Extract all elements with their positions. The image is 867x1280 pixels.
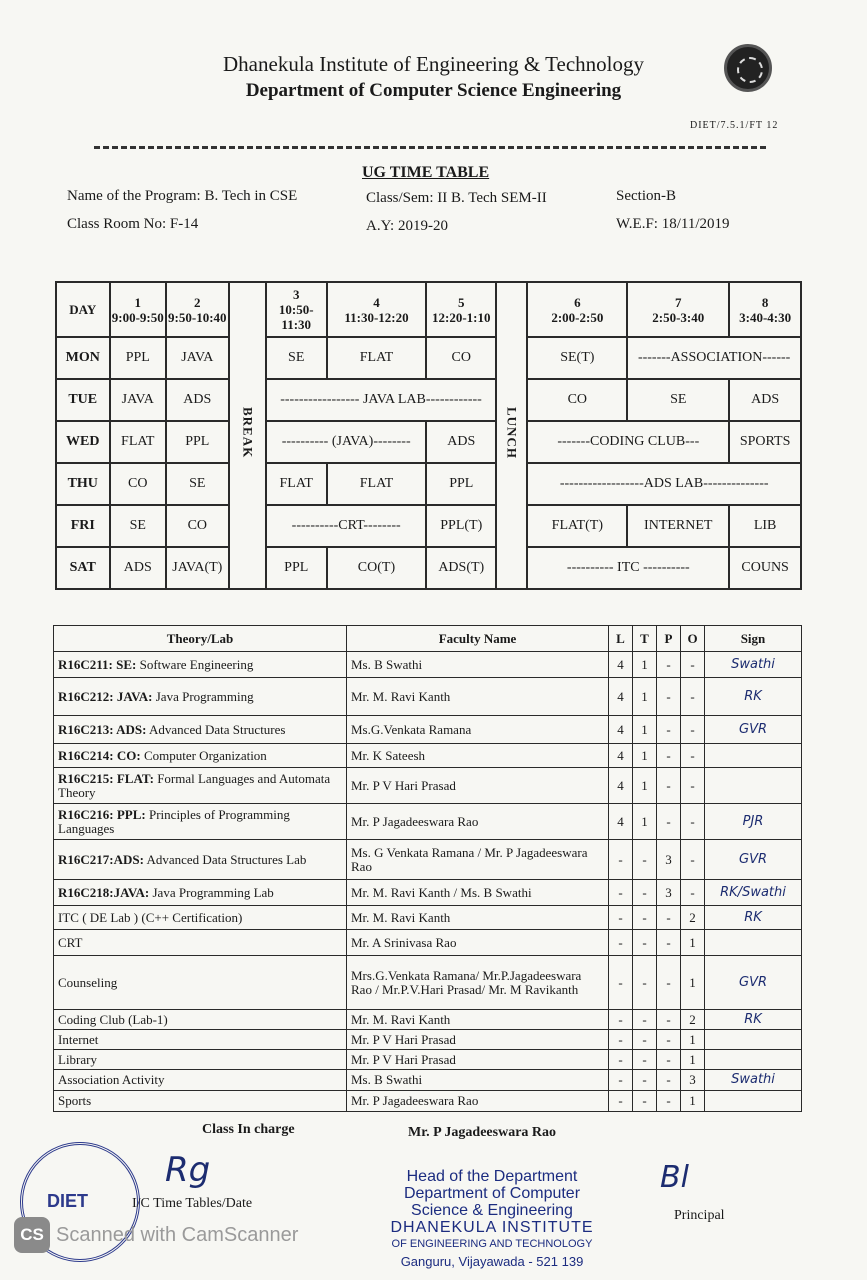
faculty-name: Mr. P V Hari Prasad — [347, 1050, 609, 1070]
signature — [705, 1091, 802, 1112]
period-number: 7 — [675, 294, 682, 310]
day-label: FRI — [56, 505, 110, 547]
divider — [94, 146, 766, 149]
course-name: Internet — [58, 1031, 99, 1047]
faculty-name: Ms.G.Venkata Ramana — [347, 716, 609, 744]
break-label: BREAK — [240, 407, 256, 459]
period-time: 12:20-1:10 — [432, 309, 491, 325]
slot: SPORTS — [729, 421, 801, 463]
p-header: P — [657, 626, 681, 652]
course-name: Counseling — [58, 974, 118, 990]
l-value: - — [609, 1030, 633, 1050]
faculty-name: Mr. M. Ravi Kanth — [347, 1010, 609, 1030]
lunch-label: LUNCH — [504, 407, 520, 459]
slot: FLAT — [266, 463, 327, 505]
slot: ---------- (JAVA)-------- — [266, 421, 427, 463]
table-row — [54, 1030, 802, 1050]
p-value: - — [657, 744, 681, 768]
faculty-name: Mr. P V Hari Prasad — [347, 1030, 609, 1050]
course-name: Principles of Programming Languages — [58, 806, 290, 836]
table-row — [54, 1010, 802, 1030]
o-value: 1 — [681, 1050, 705, 1070]
period-number: 5 — [458, 294, 465, 310]
table-row — [54, 1091, 802, 1112]
faculty-name: Mrs.G.Venkata Ramana/ Mr.P.Jagadeeswara Rao / Mr.P.V.Hari Prasad/ Mr. M Ravikanth — [347, 956, 609, 1010]
faculty-name: Mr. M. Ravi Kanth — [347, 906, 609, 930]
class-incharge-name: Mr. P Jagadeeswara Rao — [408, 1125, 557, 1140]
t-value: - — [633, 1050, 657, 1070]
period-time: 9:50-10:40 — [168, 309, 227, 325]
course-name: Advanced Data Structures Lab — [143, 851, 307, 867]
p-value: - — [657, 956, 681, 1010]
table-row — [54, 678, 802, 716]
slot: PPL — [166, 421, 229, 463]
slot: JAVA — [110, 379, 167, 421]
p-value: - — [657, 678, 681, 716]
course-name: Software Engineering — [136, 656, 254, 672]
signature: GVR — [705, 956, 802, 1010]
row-thu — [56, 463, 801, 505]
l-value: - — [609, 1091, 633, 1112]
slot: -------CODING CLUB--- — [527, 421, 729, 463]
period-time: 2:50-3:40 — [652, 309, 705, 325]
o-value: - — [681, 678, 705, 716]
t-value: 1 — [633, 652, 657, 678]
slot: -------ASSOCIATION------ — [627, 337, 801, 379]
table-row — [54, 906, 802, 930]
academic-year: A.Y: 2019-20 — [366, 218, 448, 234]
slot: JAVA — [166, 337, 229, 379]
p-value: - — [657, 804, 681, 840]
l-value: - — [609, 956, 633, 1010]
l-value: - — [609, 1010, 633, 1030]
l-value: - — [609, 840, 633, 880]
t-value: 1 — [633, 744, 657, 768]
table-row — [54, 804, 802, 840]
period-time: 2:00-2:50 — [551, 309, 604, 325]
slot: ADS — [426, 421, 496, 463]
o-value: - — [681, 880, 705, 906]
period-number: 2 — [194, 294, 201, 310]
sign-header: Sign — [705, 626, 802, 652]
t-header: T — [633, 626, 657, 652]
principal-label: Principal — [674, 1208, 725, 1223]
signature: GVR — [705, 716, 802, 744]
course-name: Java Programming — [152, 688, 254, 704]
signature: PJR — [705, 804, 802, 840]
t-value: - — [633, 1070, 657, 1091]
course-name: Formal Languages and Automata Theory — [58, 770, 331, 800]
period-number: 4 — [373, 294, 380, 310]
period-header — [729, 282, 801, 337]
document-code: DIET/7.5.1/FT 12 — [690, 120, 779, 131]
l-value: 4 — [609, 768, 633, 804]
hod-line: OF ENGINEERING AND TECHNOLOGY — [391, 1238, 593, 1250]
p-value: 3 — [657, 840, 681, 880]
t-value: 1 — [633, 768, 657, 804]
slot: ADS — [110, 547, 167, 589]
hod-line: Head of the Department — [406, 1168, 578, 1185]
course-name: Coding Club (Lab-1) — [58, 1011, 168, 1027]
period-time: 11:30-12:20 — [344, 309, 409, 325]
slot: FLAT — [327, 337, 427, 379]
faculty-name: Mr. M. Ravi Kanth / Ms. B Swathi — [347, 880, 609, 906]
signature: Swathi — [705, 652, 802, 678]
wef-date: W.E.F: 18/11/2019 — [616, 216, 730, 232]
faculty-header: Faculty Name — [347, 626, 609, 652]
slot: CO — [527, 379, 627, 421]
slot: ----------CRT-------- — [266, 505, 427, 547]
o-value: - — [681, 768, 705, 804]
p-value: - — [657, 768, 681, 804]
period-header — [110, 282, 167, 337]
day-label: MON — [56, 337, 110, 379]
day-label: SAT — [56, 547, 110, 589]
break-column — [229, 282, 266, 589]
slot: CO — [166, 505, 229, 547]
slot: PPL — [426, 463, 496, 505]
l-value: - — [609, 880, 633, 906]
p-value: - — [657, 930, 681, 956]
course-code: R16C211: SE: — [58, 656, 137, 672]
hod-line: Ganguru, Vijayawada - 521 139 — [400, 1254, 584, 1269]
p-value: - — [657, 1010, 681, 1030]
l-value: 4 — [609, 744, 633, 768]
o-value: 3 — [681, 1070, 705, 1091]
slot: PPL — [110, 337, 167, 379]
slot: LIB — [729, 505, 801, 547]
l-value: 4 — [609, 678, 633, 716]
period-header — [426, 282, 496, 337]
signature — [705, 1030, 802, 1050]
course-code: R16C213: ADS: — [58, 721, 147, 737]
course-code: R16C214: CO: — [58, 747, 141, 763]
faculty-name: Mr. P Jagadeeswara Rao — [347, 1091, 609, 1112]
table-row — [54, 1070, 802, 1091]
t-value: 1 — [633, 716, 657, 744]
slot: FLAT — [327, 463, 427, 505]
t-value: - — [633, 930, 657, 956]
camscanner-text: Scanned with CamScanner — [56, 1223, 299, 1246]
signature: Swathi — [705, 1070, 802, 1091]
institute-name: Dhanekula Institute of Engineering & Technology — [223, 52, 644, 76]
class-sem: Class/Sem: II B. Tech SEM-II — [366, 190, 547, 206]
l-value: - — [609, 1050, 633, 1070]
slot: SE — [627, 379, 729, 421]
table-row — [54, 744, 802, 768]
faculty-name: Mr. P Jagadeeswara Rao — [347, 804, 609, 840]
course-code: R16C212: JAVA: — [58, 688, 153, 704]
t-value: - — [633, 1010, 657, 1030]
o-value: 2 — [681, 906, 705, 930]
faculty-name: Mr. M. Ravi Kanth — [347, 678, 609, 716]
principal-signature: Bl — [660, 1160, 689, 1195]
signature — [705, 768, 802, 804]
course-code: R16C218:JAVA: — [58, 884, 150, 900]
period-header — [166, 282, 229, 337]
course-code: R16C215: FLAT: — [58, 770, 154, 786]
institute-logo-icon — [724, 44, 772, 92]
o-value: 2 — [681, 1010, 705, 1030]
period-number: 8 — [761, 294, 769, 310]
class-incharge-label: Class In charge — [202, 1122, 295, 1137]
t-value: - — [633, 1091, 657, 1112]
faculty-name: Mr. P V Hari Prasad — [347, 768, 609, 804]
signature: RK/Swathi — [705, 880, 802, 906]
period-header — [527, 282, 627, 337]
slot: ------------------ADS LAB-------------- — [527, 463, 801, 505]
t-value: - — [633, 880, 657, 906]
o-header: O — [681, 626, 705, 652]
course-name: Sports — [58, 1093, 92, 1108]
l-value: 4 — [609, 716, 633, 744]
signature: GVR — [705, 840, 802, 880]
slot: ADS — [166, 379, 229, 421]
faculty-name: Ms. B Swathi — [347, 652, 609, 678]
period-time: 9:00-9:50 — [111, 309, 164, 325]
table-row — [54, 930, 802, 956]
table-row — [54, 768, 802, 804]
slot: PPL — [266, 547, 327, 589]
course-name: ITC ( DE Lab ) (C++ Certification) — [58, 909, 243, 925]
period-header — [627, 282, 729, 337]
p-value: - — [657, 652, 681, 678]
hod-stamp — [362, 1168, 622, 1270]
row-fri — [56, 505, 801, 547]
signature — [705, 930, 802, 956]
day-label: WED — [56, 421, 110, 463]
slot: FLAT — [110, 421, 167, 463]
row-mon — [56, 337, 801, 379]
period-number: 3 — [292, 287, 300, 302]
table-row — [54, 716, 802, 744]
period-header — [266, 282, 327, 337]
p-value: - — [657, 906, 681, 930]
slot: ADS(T) — [426, 547, 496, 589]
t-value: 1 — [633, 804, 657, 840]
l-value: 4 — [609, 652, 633, 678]
course-name: Java Programming Lab — [149, 884, 274, 900]
slot: ----------------- JAVA LAB------------ — [266, 379, 496, 421]
course-name: Computer Organization — [140, 747, 267, 763]
row-wed — [56, 421, 801, 463]
o-value: 1 — [681, 1030, 705, 1050]
day-label: THU — [56, 463, 110, 505]
course-name: CRT — [58, 934, 83, 950]
slot: FLAT(T) — [527, 505, 627, 547]
slot: INTERNET — [627, 505, 729, 547]
tt-incharge-signature: Rg — [165, 1150, 211, 1190]
t-value: - — [633, 840, 657, 880]
hod-line: Science & Engineering — [411, 1202, 573, 1219]
period-number: 1 — [134, 294, 141, 310]
signature: RK — [705, 678, 802, 716]
l-value: - — [609, 1070, 633, 1091]
slot: CO(T) — [327, 547, 427, 589]
o-value: 1 — [681, 956, 705, 1010]
course-name: Association Activity — [58, 1072, 165, 1087]
signature — [705, 744, 802, 768]
slot: COUNS — [729, 547, 801, 589]
slot: ---------- ITC ---------- — [527, 547, 729, 589]
faculty-name: Mr. K Sateesh — [347, 744, 609, 768]
period-time: 10:50-11:30 — [278, 302, 314, 332]
timetable — [55, 281, 802, 590]
day-label: TUE — [56, 379, 110, 421]
slot: JAVA(T) — [166, 547, 229, 589]
row-tue — [56, 379, 801, 421]
course-name: Library — [58, 1051, 97, 1067]
table-row — [54, 956, 802, 1010]
p-value: - — [657, 716, 681, 744]
faculty-name: Ms. G Venkata Ramana / Mr. P Jagadeeswara Rao — [347, 840, 609, 880]
t-value: 1 — [633, 678, 657, 716]
seal-text: DIET — [47, 1191, 89, 1211]
l-value: 4 — [609, 804, 633, 840]
faculty-table — [53, 625, 802, 1112]
class-room: Class Room No: F-14 — [67, 216, 199, 232]
course-code: R16C217:ADS: — [58, 851, 144, 867]
day-header: DAY — [56, 282, 110, 337]
faculty-name: Mr. A Srinivasa Rao — [347, 930, 609, 956]
o-value: - — [681, 652, 705, 678]
o-value: 1 — [681, 1091, 705, 1112]
p-value: 3 — [657, 880, 681, 906]
hod-line: DHANEKULA INSTITUTE — [390, 1219, 594, 1236]
slot: CO — [110, 463, 167, 505]
signature — [705, 1050, 802, 1070]
period-number: 6 — [574, 294, 581, 310]
camscanner-watermark — [14, 1217, 298, 1253]
o-value: - — [681, 804, 705, 840]
period-time: 3:40-4:30 — [739, 309, 792, 325]
p-value: - — [657, 1070, 681, 1091]
o-value: - — [681, 840, 705, 880]
o-value: 1 — [681, 930, 705, 956]
signature: RK — [705, 1010, 802, 1030]
table-row — [54, 840, 802, 880]
lunch-column — [496, 282, 527, 589]
course-name: Advanced Data Structures — [146, 721, 286, 737]
o-value: - — [681, 716, 705, 744]
o-value: - — [681, 744, 705, 768]
department-name: Department of Computer Science Engineering — [245, 80, 622, 101]
table-row — [54, 880, 802, 906]
slot: SE — [110, 505, 167, 547]
program-name: Name of the Program: B. Tech in CSE — [67, 188, 298, 204]
page-title: UG TIME TABLE — [362, 164, 490, 181]
t-value: - — [633, 956, 657, 1010]
period-header — [327, 282, 427, 337]
l-value: - — [609, 930, 633, 956]
p-value: - — [657, 1050, 681, 1070]
table-row — [54, 652, 802, 678]
slot: SE — [166, 463, 229, 505]
section: Section-B — [616, 188, 676, 204]
faculty-name: Ms. B Swathi — [347, 1070, 609, 1091]
p-value: - — [657, 1030, 681, 1050]
slot: SE(T) — [527, 337, 627, 379]
slot: SE — [266, 337, 327, 379]
slot: ADS — [729, 379, 801, 421]
signature: RK — [705, 906, 802, 930]
slot: PPL(T) — [426, 505, 496, 547]
course-code: R16C216: PPL: — [58, 806, 146, 822]
t-value: - — [633, 906, 657, 930]
slot: CO — [426, 337, 496, 379]
hod-line: Department of Computer — [403, 1185, 581, 1202]
l-value: - — [609, 906, 633, 930]
l-header: L — [609, 626, 633, 652]
table-row — [54, 1050, 802, 1070]
t-value: - — [633, 1030, 657, 1050]
tt-incharge-label: I/C Time Tables/Date — [132, 1196, 253, 1211]
theory-header: Theory/Lab — [54, 626, 347, 652]
camscanner-icon: CS — [14, 1217, 50, 1253]
p-value: - — [657, 1091, 681, 1112]
row-sat — [56, 547, 801, 589]
